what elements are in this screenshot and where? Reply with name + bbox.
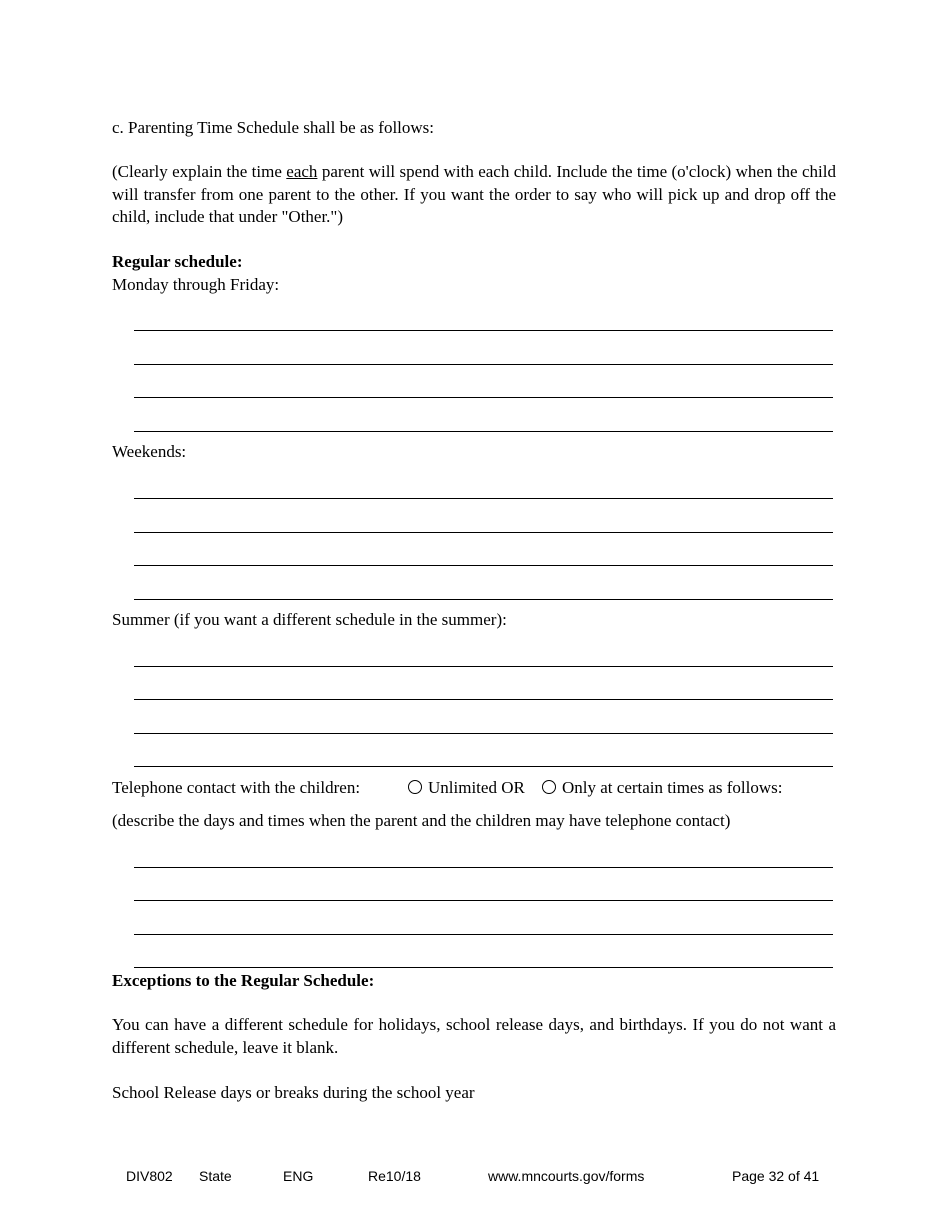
telephone-describe-instruction: (describe the days and times when the parent and the children may have telephone contact) [112, 811, 731, 830]
regular-schedule-heading: Regular schedule: [112, 252, 243, 271]
weekend-label: Weekends: [112, 442, 187, 461]
instructions-text-end: parent will spend with each child. Include the time (o'clock) when the child will transfer from one parent to the other. If you want the order to say who will pick up and drop off the child, include that under "Other.") [112, 162, 836, 226]
weekday-label: Monday through Friday: [112, 275, 280, 294]
footer-language: ENG [283, 1168, 314, 1184]
summer-answer-line-4[interactable] [134, 766, 833, 767]
footer-revision: Re10/18 [368, 1168, 421, 1184]
summer-answer-line-1[interactable] [134, 666, 833, 667]
exceptions-note: You can have a different schedule for holidays, school release days, and birthdays. If you do not want a different schedule, leave it blank. [112, 1015, 836, 1057]
telephone-answer-line-4[interactable] [134, 967, 833, 968]
weekday-answer-line-4[interactable] [134, 431, 833, 432]
telephone-label: Telephone contact with the children: [112, 778, 361, 797]
instructions-underlined-word: each [286, 162, 318, 181]
unlimited-option-label: Unlimited OR [428, 778, 525, 797]
weekday-answer-line-1[interactable] [134, 330, 833, 331]
summer-label: Summer (if you want a different schedule in the summer): [112, 610, 507, 629]
weekend-answer-line-1[interactable] [134, 498, 833, 499]
footer-page-number: Page 32 of 41 [732, 1168, 820, 1184]
instructions-paragraph [112, 161, 836, 229]
weekend-answer-line-4[interactable] [134, 599, 833, 600]
summer-answer-line-3[interactable] [134, 733, 833, 734]
weekend-answer-line-3[interactable] [134, 565, 833, 566]
telephone-answer-line-1[interactable] [134, 867, 833, 868]
summer-answer-line-2[interactable] [134, 699, 833, 700]
weekend-answer-line-2[interactable] [134, 532, 833, 533]
telephone-option-unlimited[interactable] [408, 776, 525, 799]
footer-jurisdiction: State [199, 1168, 232, 1184]
telephone-answer-line-3[interactable] [134, 934, 833, 935]
certain-times-radio-icon[interactable] [542, 780, 556, 794]
instructions-text-start: (Clearly explain the time [112, 162, 287, 181]
school-release-label: School Release days or breaks during the school year [112, 1083, 475, 1102]
exceptions-heading: Exceptions to the Regular Schedule: [112, 971, 375, 990]
weekday-answer-line-2[interactable] [134, 364, 833, 365]
footer-form-id: DIV802 [126, 1168, 173, 1184]
unlimited-radio-icon[interactable] [408, 780, 422, 794]
weekday-answer-line-3[interactable] [134, 397, 833, 398]
certain-times-option-label: Only at certain times as follows: [562, 778, 783, 797]
section-heading: c. Parenting Time Schedule shall be as follows: [112, 118, 435, 137]
telephone-option-certain-times[interactable] [542, 776, 782, 799]
telephone-answer-line-2[interactable] [134, 900, 833, 901]
footer-url[interactable]: www.mncourts.gov/forms [488, 1168, 645, 1184]
